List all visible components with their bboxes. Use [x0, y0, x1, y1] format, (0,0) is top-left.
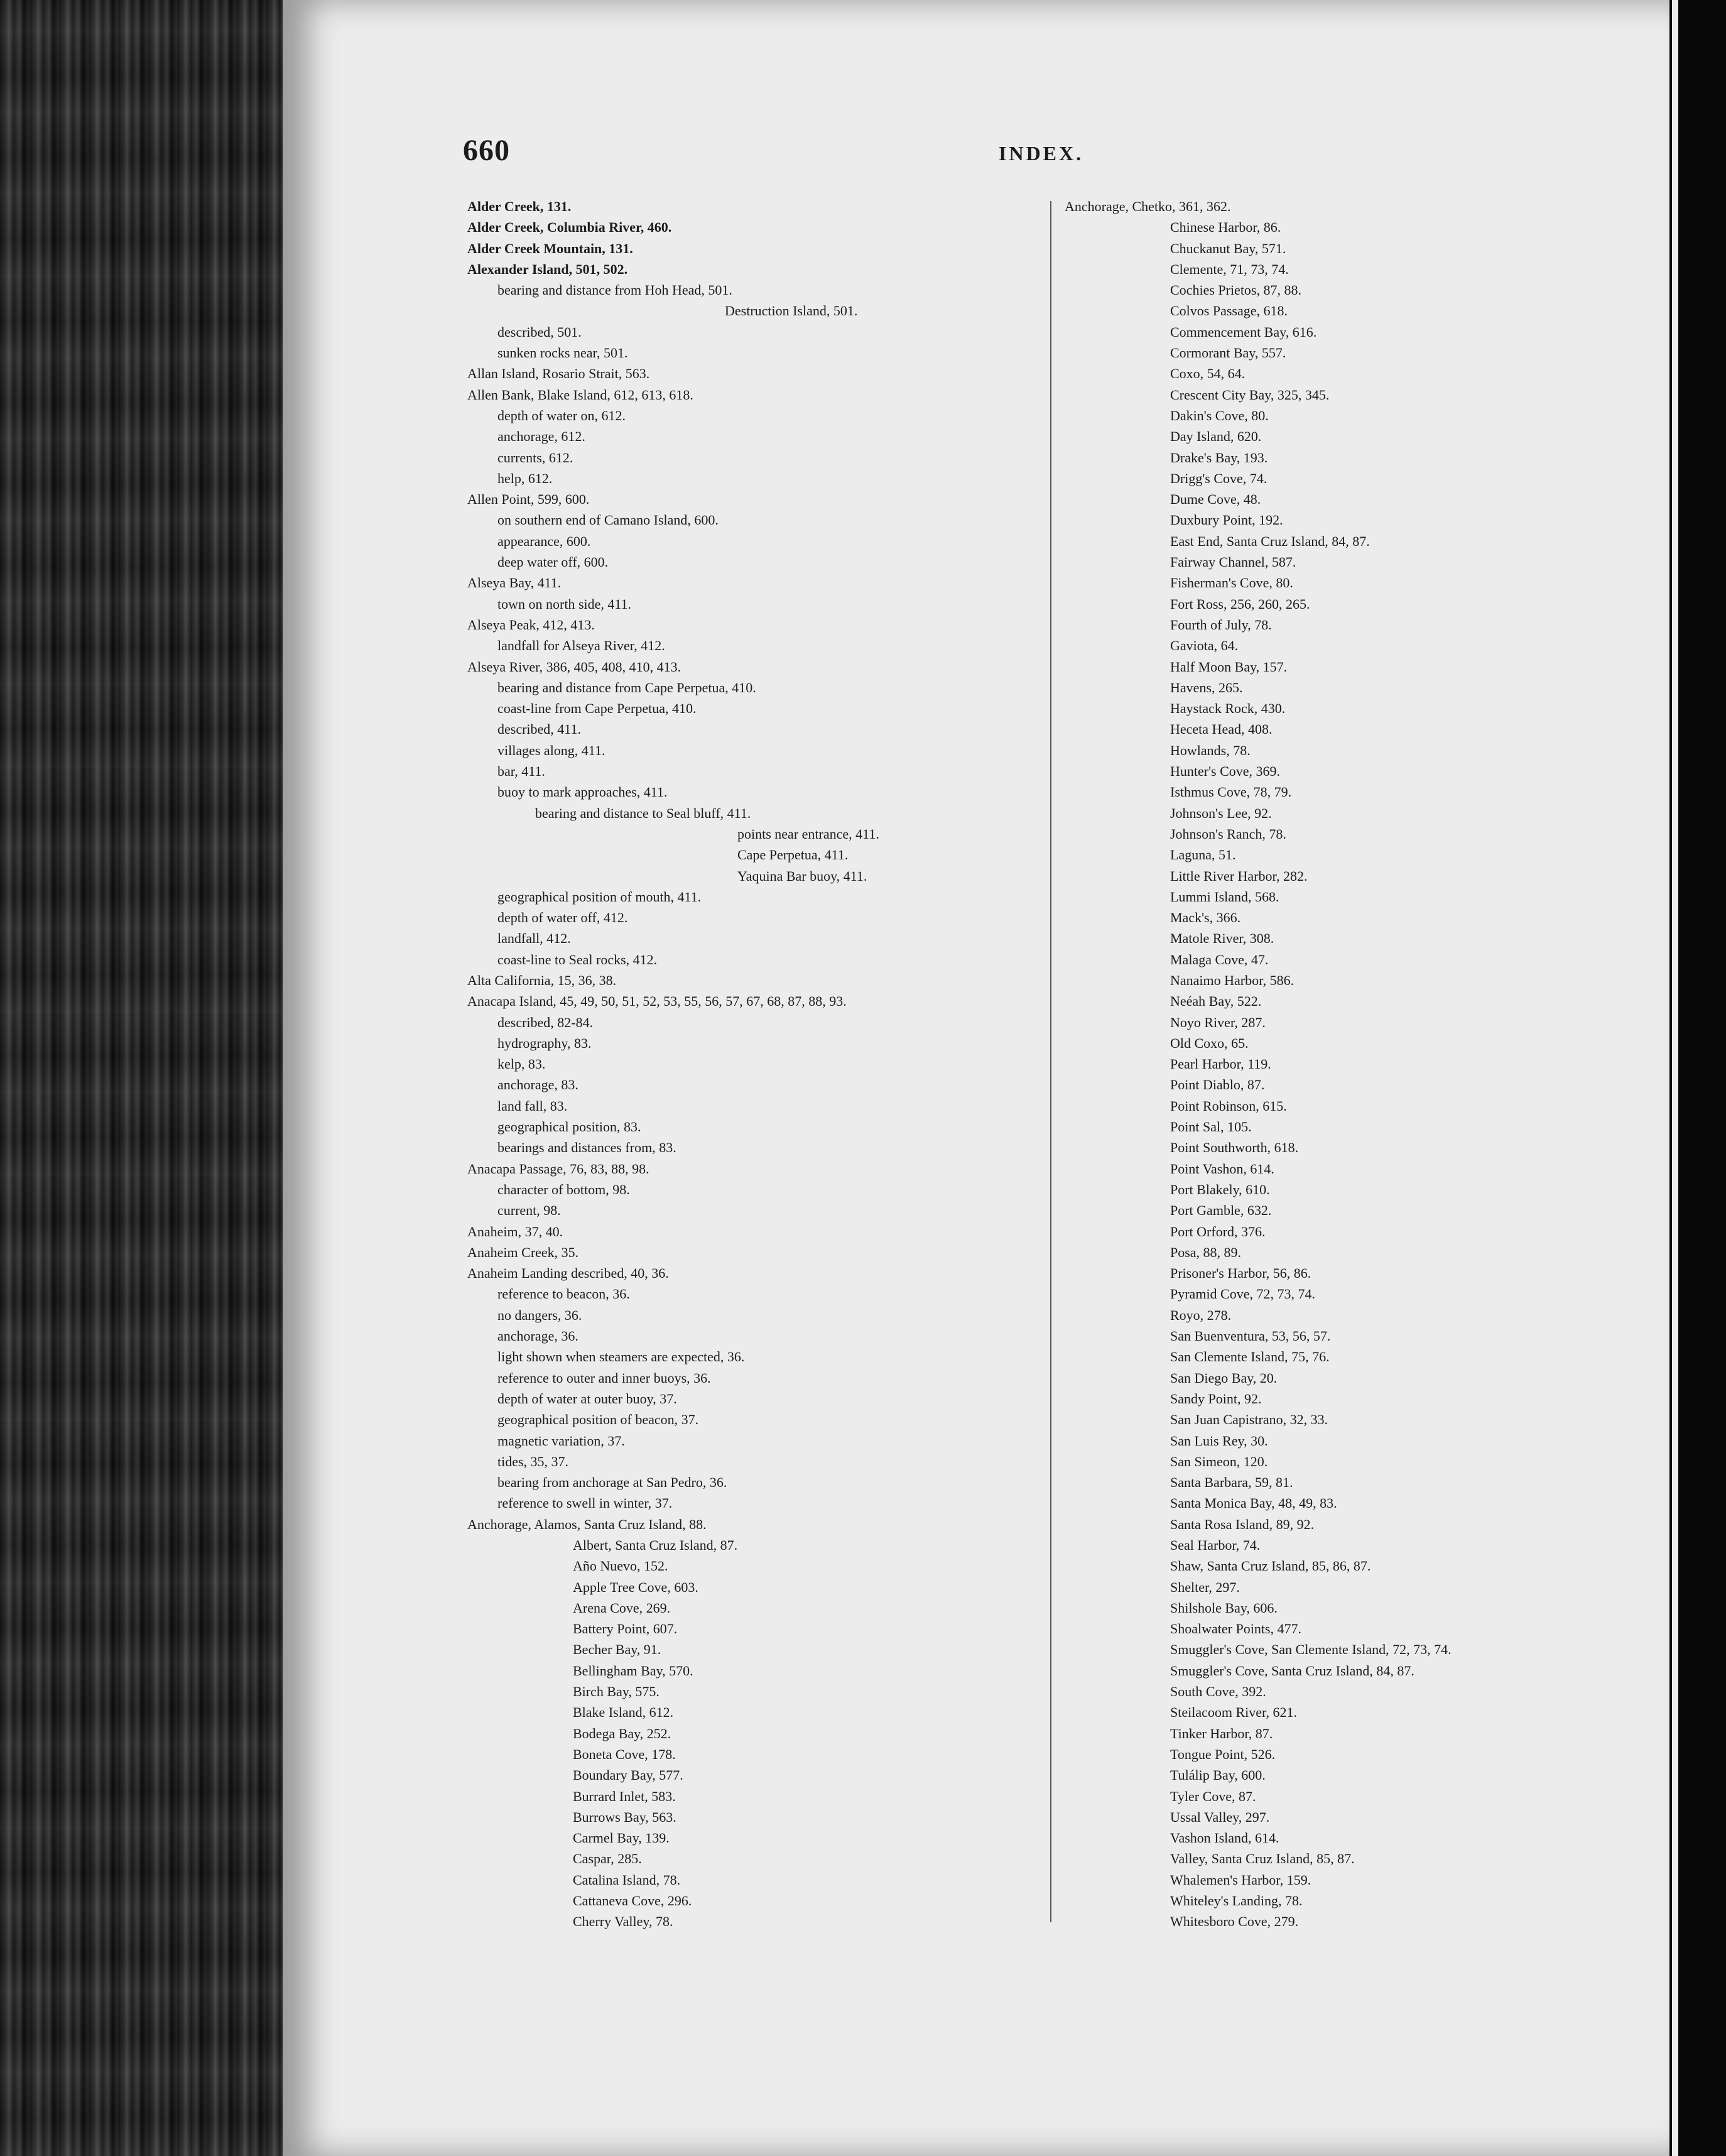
index-entry: Laguna, 51. — [1170, 847, 1236, 863]
index-entry: Old Coxo, 65. — [1170, 1035, 1249, 1051]
index-entry: Caspar, 285. — [573, 1851, 642, 1867]
index-entry: Crescent City Bay, 325, 345. — [1170, 386, 1330, 403]
index-entry: depth of water on, 612. — [497, 407, 626, 423]
index-entry: bearing and distance from Hoh Head, 501. — [497, 282, 732, 298]
index-entry: Fisherman's Cove, 80. — [1170, 575, 1293, 591]
index-entry: Chuckanut Bay, 571. — [1170, 240, 1286, 256]
index-entry: described, 501. — [497, 324, 582, 340]
book-spine-edge — [0, 0, 294, 2156]
index-entry: San Diego Bay, 20. — [1170, 1369, 1278, 1386]
index-entry: bearing and distance to Seal bluff, 411. — [535, 805, 751, 821]
index-entry: buoy to mark approaches, 411. — [497, 784, 668, 800]
index-entry: Shilshole Bay, 606. — [1170, 1599, 1278, 1616]
index-column-right — [1065, 196, 1452, 1932]
index-entry: Tinker Harbor, 87. — [1170, 1725, 1273, 1741]
index-entry: Tulálip Bay, 600. — [1170, 1767, 1266, 1783]
index-entry: Catalina Island, 78. — [573, 1871, 681, 1888]
column-divider — [1050, 201, 1051, 1922]
index-entry: Shoalwater Points, 477. — [1170, 1621, 1301, 1637]
index-entry: Matole River, 308. — [1170, 930, 1274, 947]
index-entry: Alseya Bay, 411. — [467, 575, 562, 591]
index-entry: Bellingham Bay, 570. — [573, 1662, 693, 1679]
index-entry: Smuggler's Cove, Santa Cruz Island, 84, 87. — [1170, 1662, 1414, 1679]
index-entry: Mack's, 366. — [1170, 910, 1241, 926]
index-entry: Johnson's Lee, 92. — [1170, 805, 1272, 821]
index-entry: Commencement Bay, 616. — [1170, 324, 1317, 340]
index-entry: Tongue Point, 526. — [1170, 1746, 1276, 1762]
index-entry: Cochies Prietos, 87, 88. — [1170, 282, 1301, 298]
index-entry: Half Moon Bay, 157. — [1170, 658, 1288, 675]
index-column-left — [467, 196, 879, 1932]
index-entry: Clemente, 71, 73, 74. — [1170, 261, 1289, 277]
index-entry: Seal Harbor, 74. — [1170, 1537, 1261, 1553]
index-entry: Cherry Valley, 78. — [573, 1914, 673, 1930]
index-entry: Coxo, 54, 64. — [1170, 366, 1246, 382]
index-entry: Noyo River, 287. — [1170, 1014, 1266, 1030]
index-entry: Posa, 88, 89. — [1170, 1244, 1242, 1260]
index-entry: Cape Perpetua, 411. — [737, 847, 849, 863]
index-entry: Alexander Island, 501, 502. — [467, 261, 628, 277]
index-entry: Albert, Santa Cruz Island, 87. — [573, 1537, 738, 1553]
index-entry: Howlands, 78. — [1170, 742, 1251, 758]
index-entry: appearance, 600. — [497, 533, 591, 549]
index-entry: anchorage, 612. — [497, 428, 585, 445]
index-entry: Port Gamble, 632. — [1170, 1202, 1272, 1219]
index-entry: San Clemente Island, 75, 76. — [1170, 1349, 1330, 1365]
index-entry: Sandy Point, 92. — [1170, 1390, 1262, 1407]
index-entry: Alseya Peak, 412, 413. — [467, 616, 595, 633]
index-entry: bar, 411. — [497, 763, 545, 780]
index-entry: Anchorage, Chetko, 361, 362. — [1065, 199, 1231, 214]
index-entry: geographical position, 83. — [497, 1119, 641, 1135]
index-entry: East End, Santa Cruz Island, 84, 87. — [1170, 533, 1370, 549]
index-entry: Point Vashon, 614. — [1170, 1160, 1274, 1177]
index-entry: no dangers, 36. — [497, 1307, 582, 1323]
index-entry: Burrard Inlet, 583. — [573, 1788, 676, 1804]
index-entry: villages along, 411. — [497, 742, 605, 758]
index-entry: anchorage, 36. — [497, 1328, 578, 1344]
index-entry: character of bottom, 98. — [497, 1181, 630, 1197]
index-entry: Dakin's Cove, 80. — [1170, 407, 1269, 423]
index-entry: Alder Creek, 131. — [467, 199, 572, 214]
index-entry: Heceta Head, 408. — [1170, 721, 1273, 738]
index-entry: Valley, Santa Cruz Island, 85, 87. — [1170, 1851, 1355, 1867]
index-entry: Fourth of July, 78. — [1170, 616, 1272, 633]
index-entry: landfall, 412. — [497, 930, 571, 947]
index-entry: Prisoner's Harbor, 56, 86. — [1170, 1265, 1311, 1282]
index-entry: Dume Cove, 48. — [1170, 491, 1261, 508]
index-entry: Anaheim Creek, 35. — [467, 1244, 579, 1260]
index-entry: Fort Ross, 256, 260, 265. — [1170, 596, 1310, 612]
index-entry: Royo, 278. — [1170, 1307, 1232, 1323]
index-entry: Point Sal, 105. — [1170, 1119, 1252, 1135]
index-entry: current, 98. — [497, 1202, 561, 1219]
index-entry: Neéah Bay, 522. — [1170, 993, 1262, 1010]
index-entry: Becher Bay, 91. — [573, 1642, 661, 1658]
index-entry: geographical position of beacon, 37. — [497, 1412, 699, 1428]
index-entry: San Buenventura, 53, 56, 57. — [1170, 1328, 1331, 1344]
index-entry: Allen Point, 599, 600. — [467, 491, 590, 508]
index-entry: depth of water off, 412. — [497, 910, 628, 926]
index-entry: Port Orford, 376. — [1170, 1223, 1266, 1239]
index-entry: magnetic variation, 37. — [497, 1432, 625, 1449]
index-entry: Alder Creek Mountain, 131. — [467, 240, 633, 256]
index-entry: Anaheim Landing described, 40, 36. — [467, 1265, 669, 1282]
index-entry: Whitesboro Cove, 279. — [1170, 1914, 1299, 1930]
index-entry: landfall for Alseya River, 412. — [497, 638, 665, 654]
index-entry: Lummi Island, 568. — [1170, 888, 1279, 905]
index-entry: Fairway Channel, 587. — [1170, 554, 1296, 570]
index-entry: San Luis Rey, 30. — [1170, 1432, 1268, 1449]
index-entry: anchorage, 83. — [497, 1077, 578, 1093]
index-entry: Steilacoom River, 621. — [1170, 1704, 1297, 1721]
index-entry: coast-line to Seal rocks, 412. — [497, 951, 658, 967]
index-entry: tides, 35, 37. — [497, 1453, 569, 1469]
facing-page-edge — [1669, 0, 1726, 2156]
index-entry: Anacapa Island, 45, 49, 50, 51, 52, 53, 55, 56, 57, 67, 68, 87, 88, 93. — [467, 993, 847, 1010]
index-entry: Day Island, 620. — [1170, 428, 1262, 445]
index-entry: Burrows Bay, 563. — [573, 1809, 676, 1825]
page-number: 660 — [463, 134, 510, 167]
index-entry: Chinese Harbor, 86. — [1170, 219, 1281, 236]
index-entry: Point Diablo, 87. — [1170, 1077, 1265, 1093]
index-entry: bearing and distance from Cape Perpetua, 410. — [497, 679, 756, 695]
index-entry: sunken rocks near, 501. — [497, 345, 628, 361]
index-entry: South Cove, 392. — [1170, 1684, 1266, 1700]
index-entry: Vashon Island, 614. — [1170, 1830, 1279, 1846]
index-entry: town on north side, 411. — [497, 596, 632, 612]
index-entry: Gaviota, 64. — [1170, 638, 1239, 654]
index-entry: reference to swell in winter, 37. — [497, 1495, 673, 1511]
index-entry: Pyramid Cove, 72, 73, 74. — [1170, 1286, 1315, 1302]
index-entry: Johnson's Ranch, 78. — [1170, 825, 1286, 842]
index-entry: Allan Island, Rosario Strait, 563. — [467, 366, 650, 382]
index-entry: reference to beacon, 36. — [497, 1286, 630, 1302]
index-entry: Whiteley's Landing, 78. — [1170, 1893, 1303, 1909]
index-entry: Boneta Cove, 178. — [573, 1746, 676, 1762]
index-entry: reference to outer and inner buoys, 36. — [497, 1369, 711, 1386]
index-entry: Havens, 265. — [1170, 679, 1243, 695]
index-entry: Allen Bank, Blake Island, 612, 613, 618. — [467, 386, 693, 403]
index-entry: Smuggler's Cove, San Clemente Island, 72, 73, 74. — [1170, 1642, 1452, 1658]
index-entry: Shelter, 297. — [1170, 1579, 1240, 1595]
index-entry: Apple Tree Cove, 603. — [573, 1579, 698, 1595]
index-entry: Hunter's Cove, 369. — [1170, 763, 1281, 780]
index-entry: Blake Island, 612. — [573, 1704, 674, 1721]
index-entry: currents, 612. — [497, 449, 573, 466]
index-entry: Pearl Harbor, 119. — [1170, 1056, 1271, 1072]
index-entry: Alta California, 15, 36, 38. — [467, 972, 617, 988]
index-entry: Birch Bay, 575. — [573, 1684, 659, 1700]
index-entry: Malaga Cove, 47. — [1170, 951, 1269, 967]
index-entry: Nanaimo Harbor, 586. — [1170, 972, 1294, 988]
index-entry: Destruction Island, 501. — [725, 303, 858, 319]
index-entry: Tyler Cove, 87. — [1170, 1788, 1256, 1804]
index-entry: Yaquina Bar buoy, 411. — [737, 868, 867, 884]
index-entry: points near entrance, 411. — [737, 825, 879, 842]
index-entry: hydrography, 83. — [497, 1035, 592, 1051]
index-entry: Drigg's Cove, 74. — [1170, 470, 1267, 486]
index-entry: Santa Rosa Island, 89, 92. — [1170, 1516, 1315, 1532]
index-entry: depth of water at outer buoy, 37. — [497, 1390, 677, 1407]
running-head: INDEX. — [999, 142, 1084, 165]
index-entry: Duxbury Point, 192. — [1170, 512, 1283, 528]
index-entry: Battery Point, 607. — [573, 1621, 678, 1637]
index-entry: Bodega Bay, 252. — [573, 1725, 671, 1741]
index-entry: on southern end of Camano Island, 600. — [497, 512, 719, 528]
index-entry: Port Blakely, 610. — [1170, 1181, 1270, 1197]
index-entry: Whalemen's Harbor, 159. — [1170, 1871, 1311, 1888]
index-entry: Alseya River, 386, 405, 408, 410, 413. — [467, 658, 681, 675]
index-entry: Point Southworth, 618. — [1170, 1140, 1299, 1156]
index-entry: Boundary Bay, 577. — [573, 1767, 683, 1783]
index-entry: Anaheim, 37, 40. — [467, 1223, 563, 1239]
index-entry: geographical position of mouth, 411. — [497, 888, 702, 905]
index-entry: Año Nuevo, 152. — [573, 1558, 668, 1574]
index-entry: land fall, 83. — [497, 1097, 568, 1114]
index-entry: bearings and distances from, 83. — [497, 1140, 676, 1156]
index-entry: coast-line from Cape Perpetua, 410. — [497, 700, 697, 717]
index-entry: Carmel Bay, 139. — [573, 1830, 670, 1846]
index-entry: Cattaneva Cove, 296. — [573, 1893, 692, 1909]
index-entry: San Juan Capistrano, 32, 33. — [1170, 1412, 1328, 1428]
index-entry: Arena Cove, 269. — [573, 1599, 671, 1616]
index-entry: Isthmus Cove, 78, 79. — [1170, 784, 1292, 800]
index-entry: Alder Creek, Columbia River, 460. — [467, 219, 672, 236]
index-entry: Ussal Valley, 297. — [1170, 1809, 1270, 1825]
index-entry: Point Robinson, 615. — [1170, 1097, 1287, 1114]
index-entry: Cormorant Bay, 557. — [1170, 345, 1286, 361]
index-entry: Haystack Rock, 430. — [1170, 700, 1286, 717]
index-entry: Colvos Passage, 618. — [1170, 303, 1288, 319]
index-entry: Drake's Bay, 193. — [1170, 449, 1268, 466]
index-entry: bearing from anchorage at San Pedro, 36. — [497, 1474, 727, 1491]
index-entry: Santa Barbara, 59, 81. — [1170, 1474, 1293, 1491]
index-entry: Santa Monica Bay, 48, 49, 83. — [1170, 1495, 1337, 1511]
index-entry: Anchorage, Alamos, Santa Cruz Island, 88. — [467, 1516, 707, 1532]
index-entry: described, 82-84. — [497, 1014, 594, 1030]
index-entry: Little River Harbor, 282. — [1170, 868, 1308, 884]
index-entry: Anacapa Passage, 76, 83, 88, 98. — [467, 1160, 649, 1177]
index-entry: San Simeon, 120. — [1170, 1453, 1268, 1469]
index-entry: kelp, 83. — [497, 1056, 546, 1072]
index-entry: light shown when steamers are expected, 36. — [497, 1349, 745, 1365]
index-entry: deep water off, 600. — [497, 554, 609, 570]
index-entry: described, 411. — [497, 721, 581, 738]
index-entry: Shaw, Santa Cruz Island, 85, 86, 87. — [1170, 1558, 1371, 1574]
index-entry: help, 612. — [497, 470, 553, 486]
